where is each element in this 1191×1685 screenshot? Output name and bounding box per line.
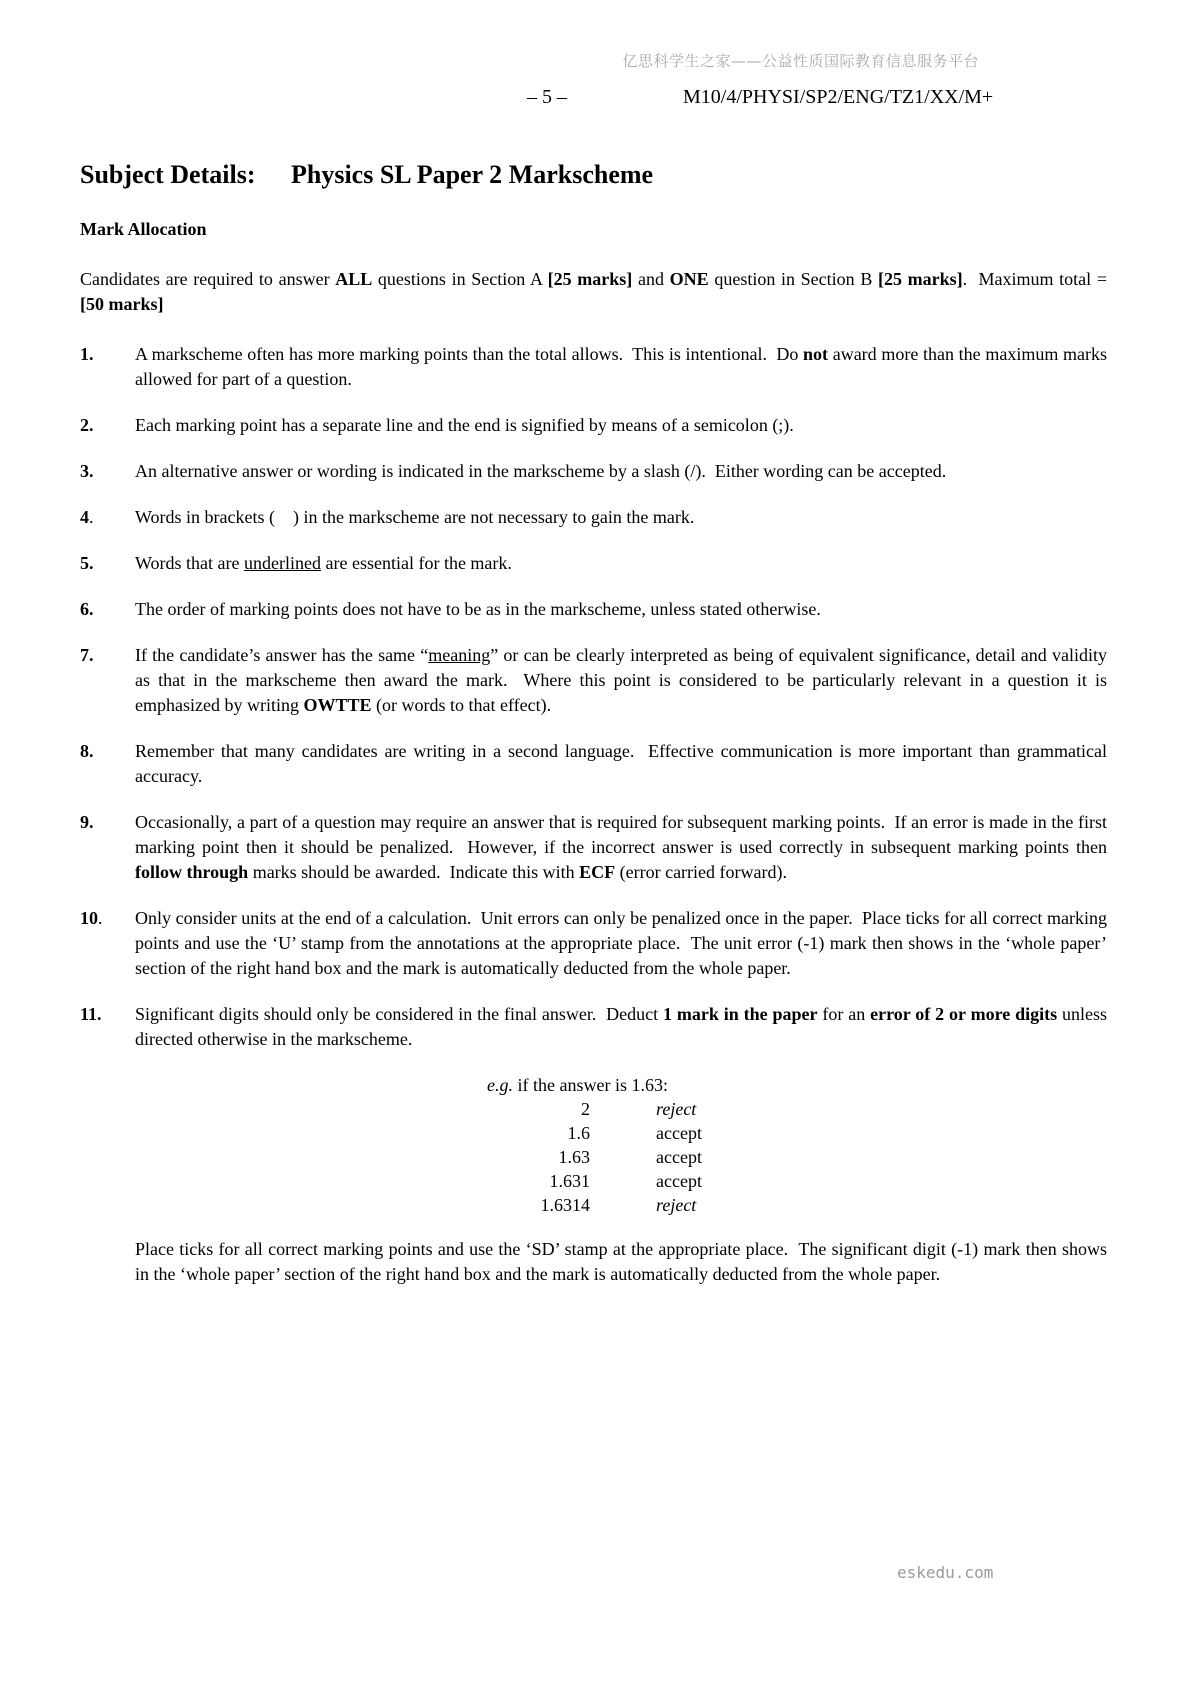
example-value: 1.6 xyxy=(567,1123,590,1143)
item-number: 2. xyxy=(80,415,94,435)
item-number: 11. xyxy=(80,1004,102,1024)
closing-paragraph: Place ticks for all correct marking points and use the ‘SD’ stamp at the appropriate place. The significant digit (-1) mark then shows in the ‘whole paper’ section of the right hand box and the mark is automatically deducted from the whole paper. xyxy=(135,1239,1107,1284)
item-body: The order of marking points does not have to be as in the markscheme, unless stated otherwise. xyxy=(135,599,821,619)
page-number: – 5 – xyxy=(527,86,567,108)
title-row xyxy=(80,160,1107,190)
instruction-item-4 xyxy=(80,505,1107,530)
section-heading: Mark Allocation xyxy=(80,219,207,239)
instruction-item-11 xyxy=(80,1002,1107,1052)
instruction-item-5 xyxy=(80,551,1107,576)
item-body: If the candidate’s answer has the same “meaning” or can be clearly interpreted as being of equivalent significance, detail and validity as that in the markscheme then award the mark. Where this point is considered to be particularly relevant in a question it is emphasized by writing OWTTE (or words to that effect). xyxy=(135,645,1107,715)
instruction-item-7 xyxy=(80,643,1107,718)
item-body: Occasionally, a part of a question may require an answer that is required for subsequent marking points. If an error is made in the first marking point then it should be penalized. However, if the incorrect answer is used correctly in subsequent marking points then follow through marks should be awarded. Indicate this with ECF (error carried forward). xyxy=(135,812,1107,882)
page-content xyxy=(80,160,1107,1287)
header-watermark: 亿思科学生之家——公益性质国际教育信息服务平台 xyxy=(622,52,979,70)
footer-watermark: eskedu.com xyxy=(897,1563,994,1582)
example-verdict: accept xyxy=(656,1171,702,1191)
page-title: Physics SL Paper 2 Markscheme xyxy=(291,160,654,189)
instruction-item-1 xyxy=(80,342,1107,392)
example-verdict: reject xyxy=(656,1099,697,1119)
example-verdict: accept xyxy=(656,1123,702,1143)
item-body: Words in brackets ( ) in the markscheme are not necessary to gain the mark. xyxy=(135,507,695,527)
example-value: 2 xyxy=(581,1099,590,1119)
item-body: Significant digits should only be considered in the final answer. Deduct 1 mark in the paper for an error of 2 or more digits unless directed otherwise in the markscheme. xyxy=(135,1004,1108,1049)
example-block xyxy=(480,1073,1107,1217)
example-value: 1.631 xyxy=(549,1171,590,1191)
example-row xyxy=(480,1193,1107,1217)
page-title-label: Subject Details: xyxy=(80,160,256,189)
item-number: 4. xyxy=(80,507,94,527)
item-number: 8. xyxy=(80,741,94,761)
instruction-item-9 xyxy=(80,810,1107,885)
item-body: Words that are underlined are essential for the mark. xyxy=(135,553,512,573)
paper-code: M10/4/PHYSI/SP2/ENG/TZ1/XX/M+ xyxy=(683,86,994,108)
example-row xyxy=(480,1097,1107,1121)
example-row xyxy=(480,1145,1107,1169)
instruction-item-2 xyxy=(80,413,1107,438)
instruction-item-10 xyxy=(80,906,1107,981)
instruction-item-6 xyxy=(80,597,1107,622)
item-number: 1. xyxy=(80,344,94,364)
intro-paragraph: Candidates are required to answer ALL questions in Section A [25 marks] and ONE question in Section B [25 marks]. Maximum total = [50 marks] xyxy=(80,269,1107,314)
marking-instructions-list xyxy=(80,342,1107,1052)
item-body: Only consider units at the end of a calculation. Unit errors can only be penalized once in the paper. Place ticks for all correct marking points and use the ‘U’ stamp from the annotations at the appropriate place. The unit error (-1) mark then shows in the ‘whole paper’ section of the right hand box and the mark is automatically deducted from the whole paper. xyxy=(135,908,1107,978)
example-row xyxy=(480,1121,1107,1145)
item-body: Each marking point has a separate line and the end is signified by means of a semicolon (;). xyxy=(135,415,794,435)
instruction-item-3 xyxy=(80,459,1107,484)
item-number: 6. xyxy=(80,599,94,619)
example-value: 1.63 xyxy=(558,1147,590,1167)
item-number: 9. xyxy=(80,812,94,832)
example-value: 1.6314 xyxy=(540,1195,590,1215)
example-verdict: accept xyxy=(656,1147,702,1167)
item-body: An alternative answer or wording is indicated in the markscheme by a slash (/). Either wording can be accepted. xyxy=(135,461,947,481)
example-row xyxy=(480,1169,1107,1193)
instruction-item-8 xyxy=(80,739,1107,789)
item-number: 3. xyxy=(80,461,94,481)
item-body: Remember that many candidates are writing in a second language. Effective communication is more important than grammatical accuracy. xyxy=(135,741,1107,786)
item-number: 7. xyxy=(80,645,94,665)
example-verdict: reject xyxy=(656,1195,697,1215)
item-number: 10. xyxy=(80,908,103,928)
item-number: 5. xyxy=(80,553,94,573)
example-heading: e.g. if the answer is 1.63: xyxy=(487,1075,668,1095)
item-body: A markscheme often has more marking points than the total allows. This is intentional. Do not award more than the maximum marks allowed for part of a question. xyxy=(135,344,1107,389)
